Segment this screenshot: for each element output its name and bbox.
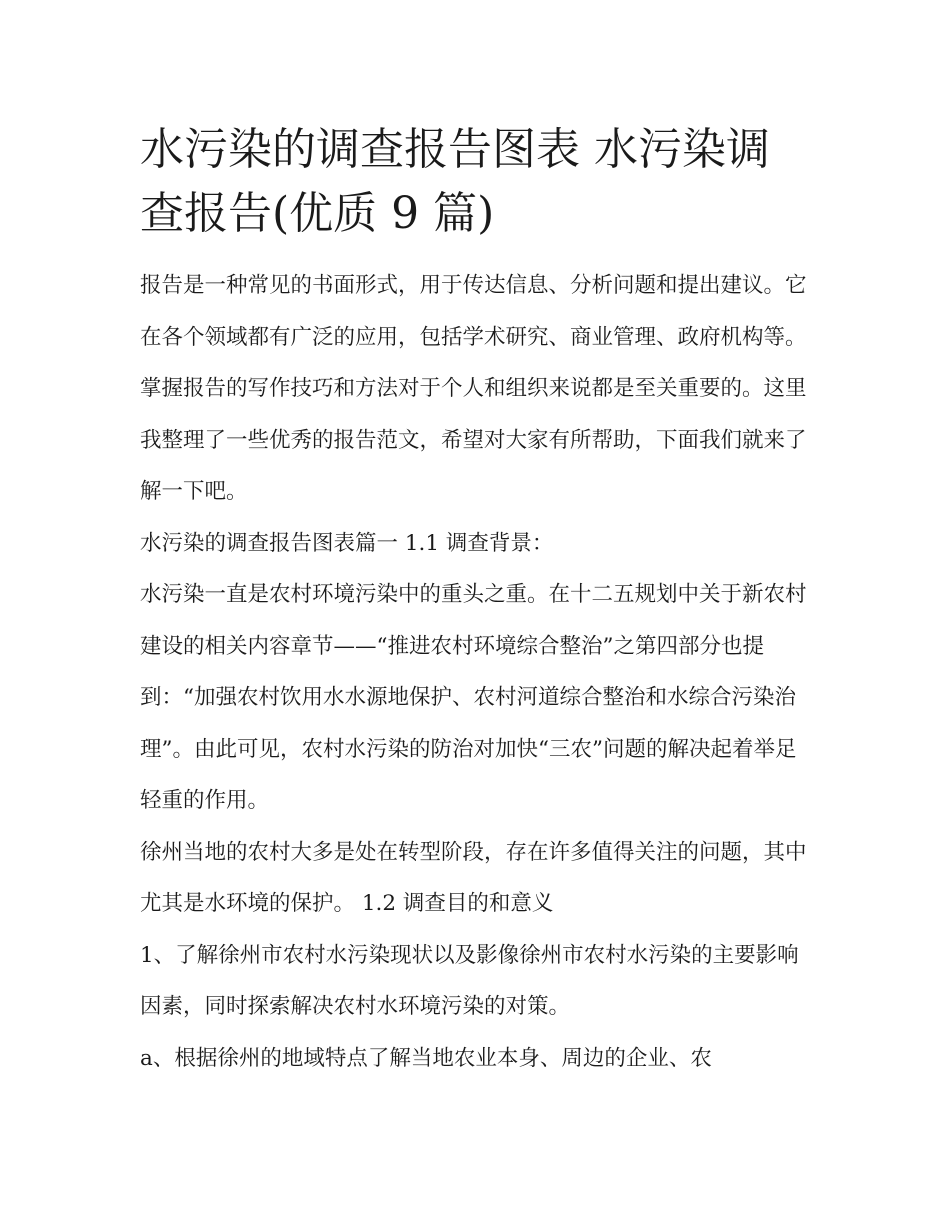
paragraph-intro: 报告是一种常见的书面形式，用于传达信息、分析问题和提出建议。它在各个领域都有广泛的应用，包括学术研究、商业管理、政府机构等。掌握报告的写作技巧和方法对于个人和组织来说都是至关重要的。这里我整理了一些优秀的报告范文，希望对大家有所帮助，下面我们就来了解一下吧。 (140, 273, 807, 504)
paragraph-xuzhou: 徐州当地的农村大多是处在转型阶段，存在许多值得关注的问题，其中尤其是水环境的保护。 1.2 调查目的和意义 (140, 839, 807, 916)
paragraph-purpose-a: a、根据徐州的地域特点了解当地农业本身、周边的企业、农 (140, 1045, 712, 1071)
document-body (140, 118, 812, 1084)
paragraph-purpose-1: 1、了解徐州市农村水污染现状以及影像徐州市农村水污染的主要影响因素，同时探索解决农村水环境污染的对策。 (140, 942, 799, 1019)
document-title: 水污染的调查报告图表 水污染调查报告(优质 9 篇) (140, 124, 770, 239)
paragraph-section-heading: 水污染的调查报告图表篇一 1.1 调查背景： (140, 530, 554, 556)
paragraph-background: 水污染一直是农村环境污染中的重头之重。在十二五规划中关于新农村建设的相关内容章节——“推进农村环境综合整治”之第四部分也提到：“加强农村饮用水水源地保护、农村河道综合整治和水综合污染治理”。由此可见，农村水污染的防治对加快“三农”问题的解决起着举足轻重的作用。 (140, 582, 807, 813)
